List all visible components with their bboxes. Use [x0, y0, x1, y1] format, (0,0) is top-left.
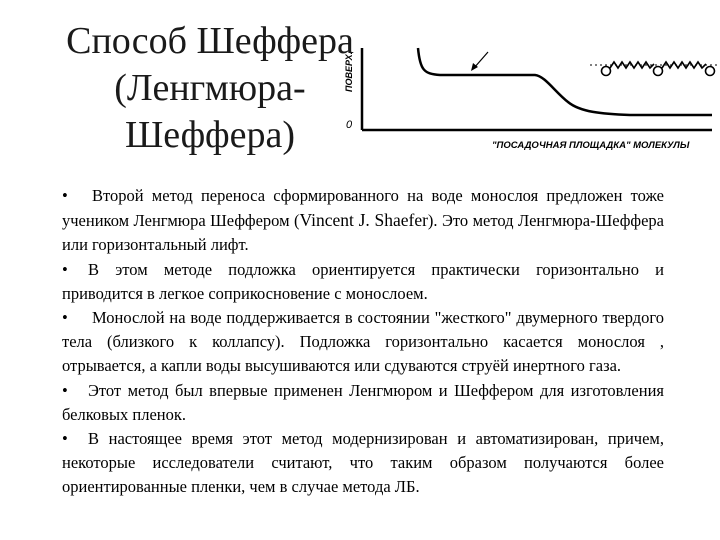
paragraph-4-text: Этот метод был впервые применен Ленгмюром и Шеффером для изготовления белковых пленок. — [62, 380, 664, 424]
bullet-icon: • — [62, 259, 68, 279]
paragraph-1-text-b: ). Это метод Ленгмюра-Шеффера или горизонтальный лифт. — [62, 211, 664, 255]
paragraph-4 — [62, 379, 664, 427]
x-axis-label: "ПОСАДОЧНАЯ ПЛОЩАДКА" МОЛЕКУЛЫ — [492, 140, 690, 151]
paragraph-1-latin-name: Vincent J. Shaefer — [299, 210, 428, 231]
isotherm-curve — [418, 48, 712, 115]
zero-label: 0 — [346, 119, 353, 131]
isotherm-diagram — [340, 40, 720, 160]
y-axis-label: ПОВЕРХ. — [344, 51, 354, 92]
paragraph-5 — [62, 427, 664, 500]
bullet-icon: • — [62, 380, 68, 400]
slide-body — [62, 184, 664, 500]
molecules-icon — [590, 62, 718, 76]
paragraph-2-text: В этом методе подложка ориентируется практически горизонтально и приводится в легкое соприкосновение с монослоем. — [62, 259, 664, 303]
paragraph-1 — [62, 184, 664, 258]
paragraph-1-text-a: Второй метод переноса сформированного на воде монослоя предложен тоже учеником Ленгмюра Шеффером ( — [62, 186, 664, 231]
bullet-icon: • — [62, 186, 68, 205]
bullet-icon: • — [62, 429, 68, 449]
paragraph-5-text: В настоящее время этот метод модернизирован и автоматизирован, причем, некоторые исследователи считают, что таким образом получаются более ориентированные пленки, чем в случае метода ЛБ. — [62, 429, 664, 497]
paragraph-3 — [62, 306, 664, 379]
paragraph-2 — [62, 258, 664, 306]
paragraph-3-text: Монослой на воде поддерживается в состоянии "жесткого" двумерного твердого тела (близкого к коллапсу). Подложка горизонтально касается монослоя , отрывается, а капли воды высушиваются или сдуваются струёй инертного газа. — [62, 308, 664, 376]
bullet-icon: • — [62, 308, 68, 328]
isotherm-figure — [340, 40, 720, 160]
title-line-1: Способ Шеффера — [66, 20, 354, 62]
slide-title — [40, 18, 380, 159]
title-line-3: Шеффера) — [124, 114, 296, 156]
title-line-2: (Ленгмюра- — [114, 67, 306, 109]
